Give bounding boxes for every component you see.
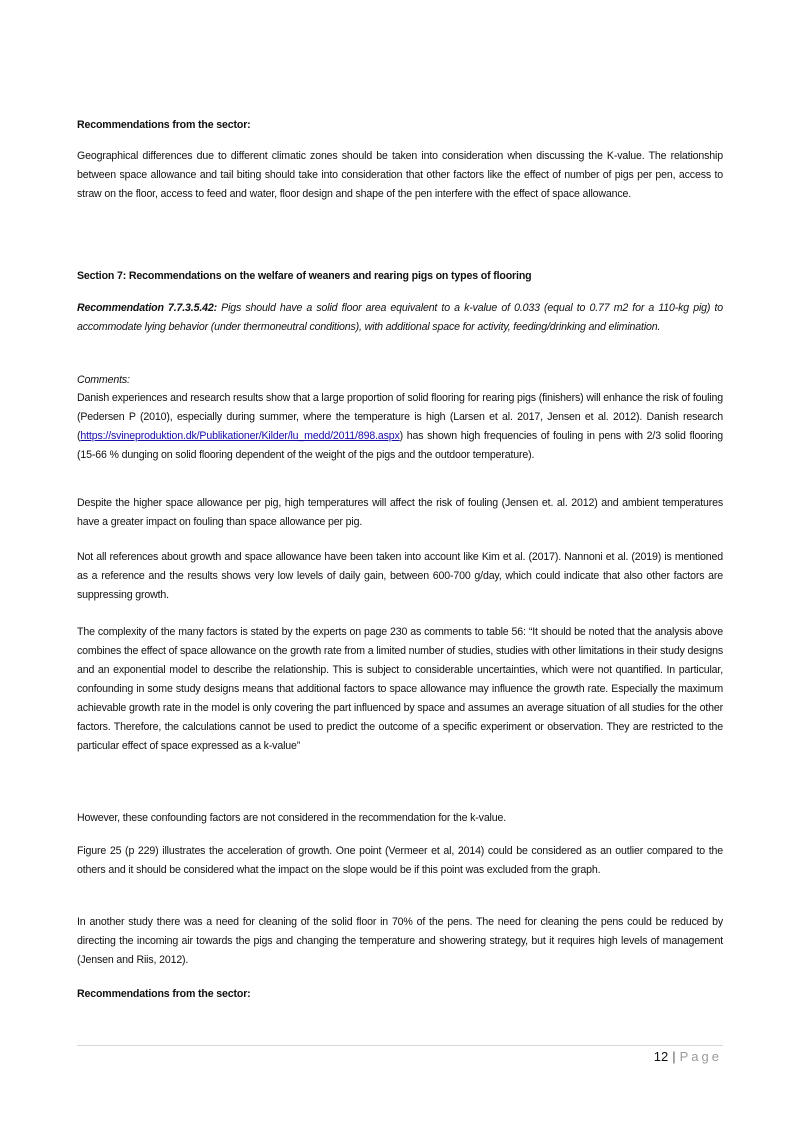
danish-text-1: Danish experiences and research results show that a large proportion of solid flooring for rearing pigs (finishers) will enhance the risk of fouling (Pedersen P (2010), especially during summer, where the temperature is high (Larsen et al. 2017, Jensen et al. 2012). Danish research ( (77, 392, 723, 442)
paragraph-geographical: Geographical differences due to different climatic zones should be taken into consideration when discussing the K-value. The relationship between space allowance and tail biting should take into consideration that other factors like the effect of number of pigs per pen, access to straw on the floor, access to feed and water, floor design and shape of the pen interfere with the effect of space allowance. (77, 150, 723, 200)
paragraph-danish (77, 389, 723, 465)
page-footer (654, 1048, 722, 1066)
recommendation-text: Pigs should have a solid floor area equivalent to a k-value of 0.033 (equal to 0.77 m2 for a 110-kg pig) to accommodate lying behavior (under thermoneutral conditions), with additional space for activity, feeding/drinking and elimination. (77, 302, 724, 333)
danish-text-2: ) has shown high frequencies of fouling in pens with 2/3 solid flooring (15-66 % dunging on solid flooring dependent of the weight of the pigs and the outdoor temperature). (77, 430, 723, 461)
heading-recommendations-sector-2: Recommendations from the sector: (77, 988, 251, 1000)
paragraph-however: However, these confounding factors are not considered in the recommendation for the k-value. (77, 812, 507, 824)
footer-separator: | (672, 1049, 676, 1064)
page-number: 12 (653, 1049, 669, 1064)
paragraph-another-study: In another study there was a need for cleaning of the solid floor in 70% of the pens. The need for cleaning the pens could be reduced by directing the incoming air towards the pigs and changing the temperature and showering strategy, but it requires high levels of management (Jensen and Riis, 2012). (77, 916, 723, 966)
paragraph-despite: Despite the higher space allowance per pig, high temperatures will affect the risk of fouling (Jensen et. al. 2012) and ambient temperatures have a greater impact on fouling than space allowance per pig. (77, 497, 723, 528)
paragraph-not-all: Not all references about growth and space allowance have been taken into account like Kim et al. (2017). Nannoni et al. (2019) is mentioned as a reference and the results shows very low levels of daily gain, between 600-700 g/day, which could indicate that also other factors are suppressing growth. (77, 551, 723, 601)
heading-recommendations-sector: Recommendations from the sector: (77, 119, 251, 131)
comments-label: Comments: (77, 374, 130, 386)
page-label: Page (679, 1049, 722, 1064)
paragraph-figure: Figure 25 (p 229) illustrates the acceleration of growth. One point (Vermeer et al, 2014) could be considered as an outlier compared to the others and it should be considered what the impact on the slope would be if this point was excluded from the graph. (77, 845, 723, 876)
section-heading: Section 7: Recommendations on the welfare of weaners and rearing pigs on types of flooring (77, 270, 532, 282)
paragraph-complexity: The complexity of the many factors is stated by the experts on page 230 as comments to table 56: “It should be noted that the analysis above combines the effect of space allowance on the growth rate from a limited number of studies, studies with other limitations in their study designs and an exponential model to describe the relationship. This is subject to considerable uncertainties, which were not quantified. In particular, confounding in some study designs means that additional factors to space allowance may influence the growth rate. Especially the maximum achievable growth rate in the model is only covering the part influenced by space and assumes an average situation of all studies for the other factors. Therefore, the calculations cannot be used to predict the outcome of a specific experiment or observation. They are restricted to the particular effect of space expressed as a k-value” (77, 626, 723, 752)
svineproduktion-link[interactable]: https://svineproduktion.dk/Publikationer/Kilder/lu_medd/2011/898.aspx (80, 430, 400, 442)
footer-divider (77, 1045, 723, 1046)
recommendation-paragraph (77, 299, 723, 337)
recommendation-label: Recommendation 7.7.3.5.42: (77, 302, 217, 314)
